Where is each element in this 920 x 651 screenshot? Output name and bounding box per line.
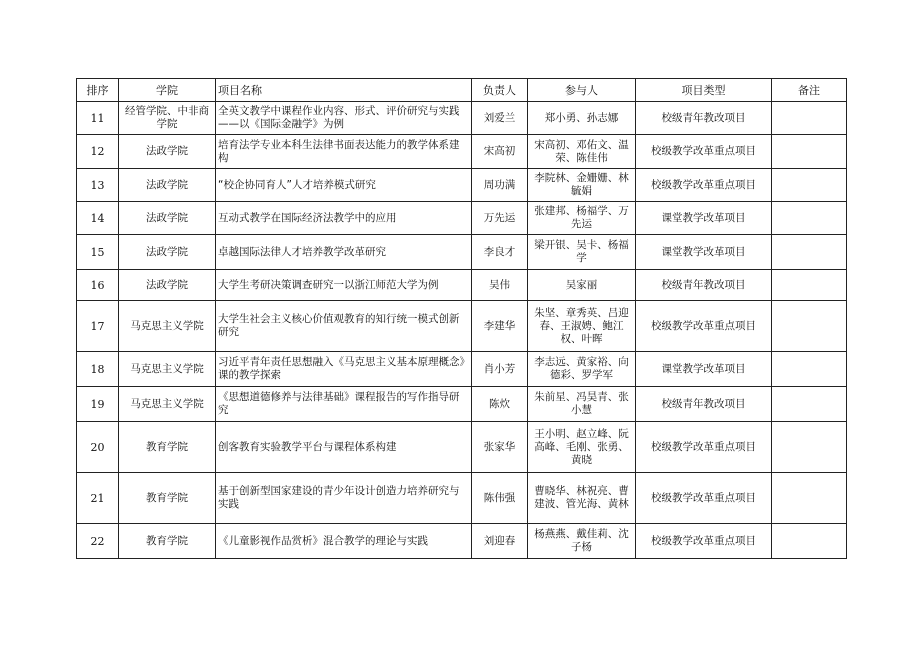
note-cell bbox=[772, 235, 847, 270]
row-number: 14 bbox=[77, 202, 119, 235]
participants-cell: 王小明、赵立峰、阮高峰、毛刚、张勇、黄晓 bbox=[528, 422, 636, 473]
row-number: 17 bbox=[77, 301, 119, 352]
row-number: 13 bbox=[77, 169, 119, 202]
table-row bbox=[77, 235, 847, 270]
project-name-cell: 创客教育实验教学平台与课程体系构建 bbox=[216, 422, 472, 473]
college-cell: 法政学院 bbox=[119, 235, 216, 270]
note-cell bbox=[772, 352, 847, 387]
project-name-cell: 培育法学专业本科生法律书面表达能力的教学体系建构 bbox=[216, 135, 472, 169]
college-cell: 教育学院 bbox=[119, 473, 216, 524]
participants-cell: 李院林、金姗姗、林毓娟 bbox=[528, 169, 636, 202]
project-name-cell: 大学生考研决策调查研究一以浙江师范大学为例 bbox=[216, 270, 472, 301]
leader-cell: 周功满 bbox=[472, 169, 528, 202]
header-leader: 负责人 bbox=[472, 79, 528, 102]
table-row bbox=[77, 169, 847, 202]
leader-cell: 刘爱兰 bbox=[472, 102, 528, 135]
project-name-cell: 基于创新型国家建设的青少年设计创造力培养研究与实践 bbox=[216, 473, 472, 524]
leader-cell: 刘迎春 bbox=[472, 524, 528, 559]
note-cell bbox=[772, 169, 847, 202]
leader-cell: 吴伟 bbox=[472, 270, 528, 301]
project-name-cell: “校企协同育人”人才培养模式研究 bbox=[216, 169, 472, 202]
header-project: 项目名称 bbox=[216, 79, 472, 102]
header-note: 备注 bbox=[772, 79, 847, 102]
college-cell: 经管学院、中非商学院 bbox=[119, 102, 216, 135]
table-row bbox=[77, 473, 847, 524]
project-type-cell: 课堂教学改革项目 bbox=[636, 235, 772, 270]
participants-cell: 朱坚、章秀英、吕迎春、王淑娉、鲍江权、叶晖 bbox=[528, 301, 636, 352]
note-cell bbox=[772, 524, 847, 559]
project-name-cell: 全英文教学中课程作业内容、形式、评价研究与实践——以《国际金融学》为例 bbox=[216, 102, 472, 135]
table-row bbox=[77, 352, 847, 387]
note-cell bbox=[772, 387, 847, 422]
project-type-cell: 校级教学改革重点项目 bbox=[636, 422, 772, 473]
project-type-cell: 校级教学改革重点项目 bbox=[636, 135, 772, 169]
header-row bbox=[77, 79, 847, 102]
header-rank: 排序 bbox=[77, 79, 119, 102]
row-number: 11 bbox=[77, 102, 119, 135]
participants-cell: 李志远、黄家裕、向德彩、罗学军 bbox=[528, 352, 636, 387]
header-type: 项目类型 bbox=[636, 79, 772, 102]
table-row bbox=[77, 202, 847, 235]
participants-cell: 梁开银、吴卡、杨福学 bbox=[528, 235, 636, 270]
project-type-cell: 校级青年教改项目 bbox=[636, 102, 772, 135]
table-row bbox=[77, 270, 847, 301]
table-row bbox=[77, 524, 847, 559]
leader-cell: 李建华 bbox=[472, 301, 528, 352]
project-type-cell: 课堂教学改革项目 bbox=[636, 202, 772, 235]
leader-cell: 张家华 bbox=[472, 422, 528, 473]
project-name-cell: 《思想道德修养与法律基础》课程报告的写作指导研究 bbox=[216, 387, 472, 422]
participants-cell: 宋高初、邓佑文、温荣、陈佳伟 bbox=[528, 135, 636, 169]
college-cell: 教育学院 bbox=[119, 422, 216, 473]
project-type-cell: 校级教学改革重点项目 bbox=[636, 524, 772, 559]
leader-cell: 陈炊 bbox=[472, 387, 528, 422]
note-cell bbox=[772, 135, 847, 169]
college-cell: 法政学院 bbox=[119, 270, 216, 301]
project-table bbox=[76, 78, 847, 559]
table-row bbox=[77, 301, 847, 352]
participants-cell: 吴家丽 bbox=[528, 270, 636, 301]
project-type-cell: 校级青年教改项目 bbox=[636, 387, 772, 422]
leader-cell: 陈伟强 bbox=[472, 473, 528, 524]
project-name-cell: 大学生社会主义核心价值观教育的知行统一模式创新研究 bbox=[216, 301, 472, 352]
leader-cell: 万先运 bbox=[472, 202, 528, 235]
leader-cell: 肖小芳 bbox=[472, 352, 528, 387]
table-row bbox=[77, 387, 847, 422]
project-name-cell: 习近平青年责任思想融入《马克思主义基本原理概念》课的教学探索 bbox=[216, 352, 472, 387]
college-cell: 法政学院 bbox=[119, 169, 216, 202]
project-type-cell: 校级教学改革重点项目 bbox=[636, 169, 772, 202]
college-cell: 马克思主义学院 bbox=[119, 352, 216, 387]
row-number: 16 bbox=[77, 270, 119, 301]
table-row bbox=[77, 422, 847, 473]
note-cell bbox=[772, 473, 847, 524]
project-name-cell: 互动式教学在国际经济法教学中的应用 bbox=[216, 202, 472, 235]
college-cell: 法政学院 bbox=[119, 135, 216, 169]
row-number: 21 bbox=[77, 473, 119, 524]
note-cell bbox=[772, 202, 847, 235]
note-cell bbox=[772, 102, 847, 135]
header-college: 学院 bbox=[119, 79, 216, 102]
note-cell bbox=[772, 270, 847, 301]
project-type-cell: 课堂教学改革项目 bbox=[636, 352, 772, 387]
leader-cell: 宋高初 bbox=[472, 135, 528, 169]
participants-cell: 郑小勇、孙志娜 bbox=[528, 102, 636, 135]
row-number: 15 bbox=[77, 235, 119, 270]
project-type-cell: 校级教学改革重点项目 bbox=[636, 301, 772, 352]
project-type-cell: 校级教学改革重点项目 bbox=[636, 473, 772, 524]
participants-cell: 张建邦、杨福学、万先运 bbox=[528, 202, 636, 235]
participants-cell: 曹晓华、林祝亮、曹建波、管光海、黄林 bbox=[528, 473, 636, 524]
project-name-cell: 卓越国际法律人才培养教学改革研究 bbox=[216, 235, 472, 270]
college-cell: 马克思主义学院 bbox=[119, 387, 216, 422]
college-cell: 教育学院 bbox=[119, 524, 216, 559]
row-number: 19 bbox=[77, 387, 119, 422]
college-cell: 法政学院 bbox=[119, 202, 216, 235]
row-number: 12 bbox=[77, 135, 119, 169]
project-name-cell: 《儿童影视作品赏析》混合教学的理论与实践 bbox=[216, 524, 472, 559]
row-number: 18 bbox=[77, 352, 119, 387]
participants-cell: 杨燕燕、戴佳莉、沈子杨 bbox=[528, 524, 636, 559]
leader-cell: 李良才 bbox=[472, 235, 528, 270]
row-number: 20 bbox=[77, 422, 119, 473]
table-row bbox=[77, 135, 847, 169]
note-cell bbox=[772, 422, 847, 473]
table-row bbox=[77, 102, 847, 135]
college-cell: 马克思主义学院 bbox=[119, 301, 216, 352]
row-number: 22 bbox=[77, 524, 119, 559]
project-type-cell: 校级青年教改项目 bbox=[636, 270, 772, 301]
participants-cell: 朱前星、冯昊青、张小慧 bbox=[528, 387, 636, 422]
header-participants: 参与人 bbox=[528, 79, 636, 102]
note-cell bbox=[772, 301, 847, 352]
